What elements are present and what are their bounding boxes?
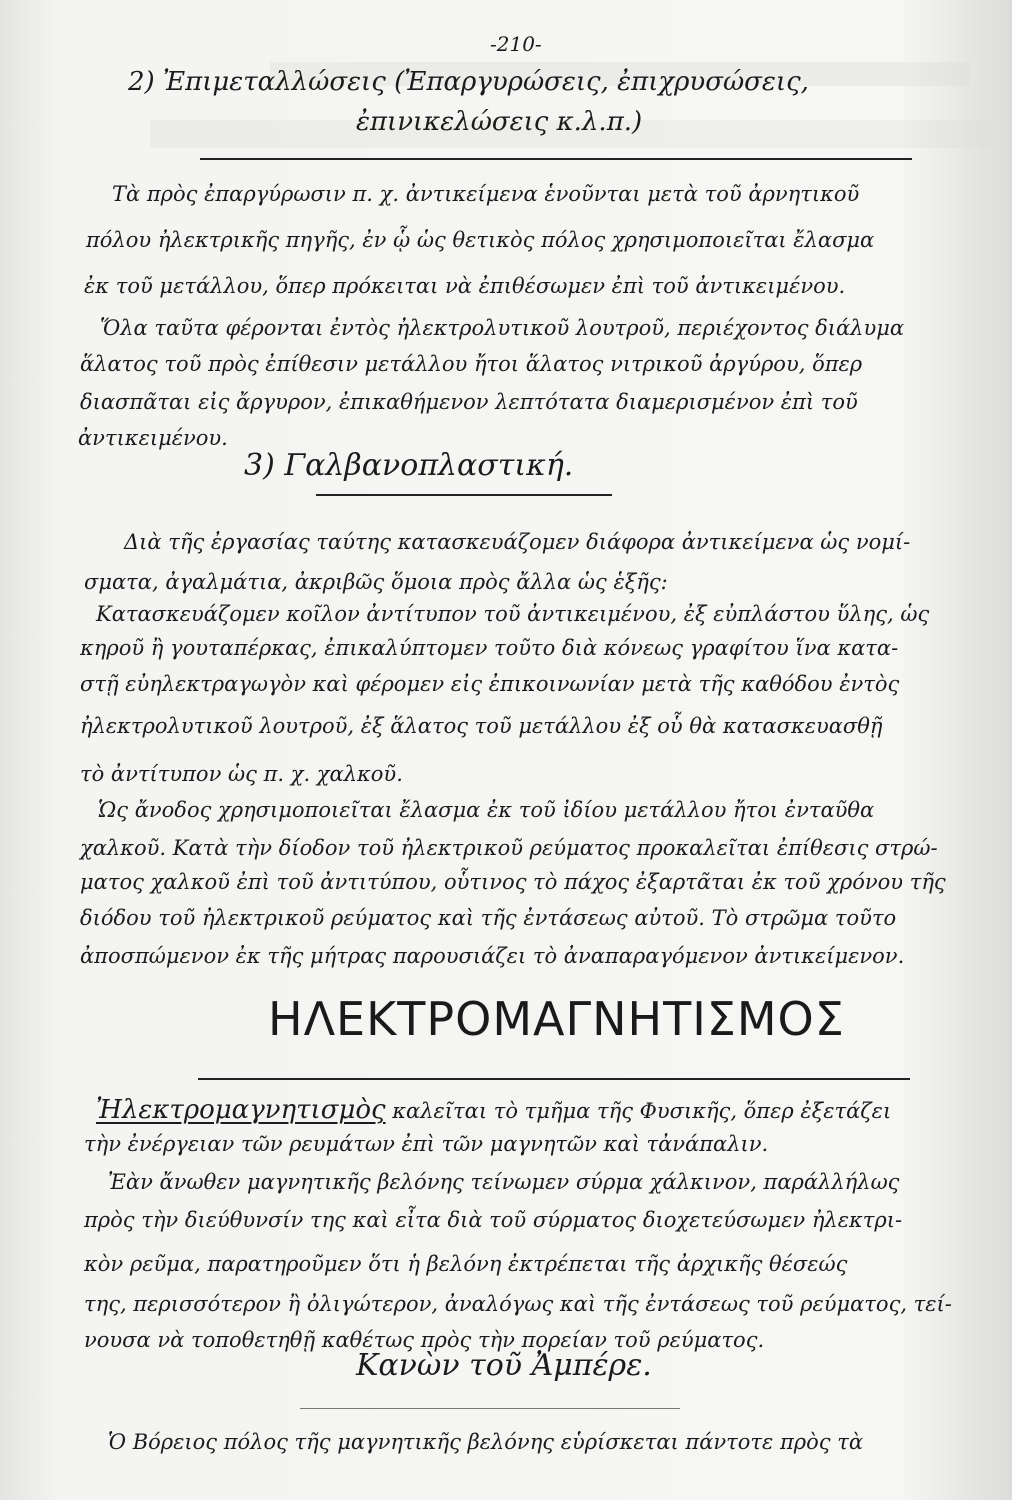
para4-line1: Κατασκευάζομεν κοῖλον ἀντίτυπον τοῦ ἀντικειμένου, ἐξ εὐπλάστου ὕλης, ὡς <box>96 602 930 626</box>
para6-line1-rest: καλεῖται τὸ τμῆμα τῆς Φυσικῆς, ὅπερ ἐξετάζει <box>385 1099 892 1123</box>
para4-line4: ἠλεκτρολυτικοῦ λουτροῦ, ἐξ ἅλατος τοῦ μετάλλου ἐξ οὗ θὰ κατασκευασθῇ <box>80 714 883 738</box>
faint-underline <box>300 1408 680 1409</box>
chapter-underline <box>198 1078 910 1080</box>
para4-line5: τὸ ἀντίτυπον ὡς π. χ. χαλκοῦ. <box>80 762 403 786</box>
page-number: -210- <box>490 32 542 56</box>
section2-title-line2: ἐπινικελώσεις κ.λ.π.) <box>356 107 643 137</box>
para6-line1 <box>96 1096 891 1125</box>
para1-line2: πόλου ἠλεκτρικῆς πηγῆς, ἐν ᾧ ὡς θετικὸς πόλος χρησιμοποιεῖται ἔλασμα <box>86 228 875 252</box>
para5-line4: διόδου τοῦ ἠλεκτρικοῦ ρεύματος καὶ τῆς ἐντάσεως αὐτοῦ. Τὸ στρῶμα τοῦτο <box>80 906 897 930</box>
chapter-title: ΗΛΕΚΤΡΟΜΑΓΝΗΤΙΣΜΟΣ <box>268 992 845 1046</box>
para6-line2: τὴν ἐνέργειαν τῶν ρευμάτων ἐπὶ τῶν μαγνητῶν καὶ τἀνάπαλιν. <box>84 1132 769 1156</box>
section2-title-line1: 2) Ἐπιμεταλλώσεις (Ἐπαργυρώσεις, ἐπιχρυσώσεις, <box>128 67 809 97</box>
para1-line3: ἐκ τοῦ μετάλλου, ὅπερ πρόκειται νὰ ἐπιθέσωμεν ἐπὶ τοῦ ἀντικειμένου. <box>84 274 846 298</box>
ampere-rule-title: Κανὼν τοῦ Ἀμπέρε. <box>356 1348 652 1383</box>
para3-line1: Διὰ τῆς ἐργασίας ταύτης κατασκευάζομεν διάφορα ἀντικείμενα ὡς νομί- <box>124 530 911 554</box>
para2-line4: ἀντικειμένου. <box>78 426 228 450</box>
para1-line1: Τὰ πρὸς ἐπαργύρωσιν π. χ. ἀντικείμενα ἑνοῦνται μετὰ τοῦ ἀρνητικοῦ <box>112 182 860 206</box>
para5-line5: ἀποσπώμενον ἐκ τῆς μήτρας παρουσιάζει τὸ ἀναπαραγόμενον ἀντικείμενον. <box>80 944 905 968</box>
para7-line3: κὸν ρεῦμα, παρατηροῦμεν ὅτι ἡ βελόνη ἐκτρέπεται τῆς ἀρχικῆς θέσεώς <box>84 1252 848 1276</box>
term-electromagnetism: Ἠλεκτρομαγνητισμὸς <box>96 1095 386 1125</box>
para3-line2: σματα, ἀγαλμάτια, ἀκριβῶς ὅμοια πρὸς ἄλλα ὡς ἑξῆς: <box>84 570 668 594</box>
para7-line1: Ἐὰν ἄνωθεν μαγνητικῆς βελόνης τείνωμεν σύρμα χάλκινον, παράλλήλως <box>108 1170 900 1194</box>
para2-line2: ἅλατος τοῦ πρὸς ἐπίθεσιν μετάλλου ἤτοι ἅλατος νιτρικοῦ ἀργύρου, ὅπερ <box>80 352 863 376</box>
section3-underline <box>316 494 612 496</box>
para5-line1: Ὡς ἄνοδος χρησιμοποιεῖται ἔλασμα ἐκ τοῦ ἰδίου μετάλλου ἤτοι ἐνταῦθα <box>98 798 875 822</box>
para4-line2: κηροῦ ἢ γουταπέρκας, ἐπικαλύπτομεν τοῦτο διὰ κόνεως γραφίτου ἵνα κατα- <box>80 636 899 660</box>
section2-underline <box>200 158 912 160</box>
para5-line3: ματος χαλκοῦ ἐπὶ τοῦ ἀντιτύπου, οὗτινος τὸ πάχος ἐξαρτᾶται ἐκ τοῦ χρόνου τῆς <box>80 870 946 894</box>
para5-line2: χαλκοῦ. Κατὰ τὴν δίοδον τοῦ ἠλεκτρικοῦ ρεύματος προκαλεῖται ἐπίθεσις στρώ- <box>80 836 938 860</box>
para8-line1: Ὁ Βόρειος πόλος τῆς μαγνητικῆς βελόνης εὑρίσκεται πάντοτε πρὸς τὰ <box>108 1430 864 1454</box>
para2-line3: διασπᾶται εἰς ἄργυρον, ἐπικαθήμενον λεπτότατα διαμερισμένον ἐπὶ τοῦ <box>80 390 858 414</box>
para4-line3: στῇ εὐηλεκτραγωγὸν καὶ φέρομεν εἰς ἐπικοινωνίαν μετὰ τῆς καθόδου ἐντὸς <box>80 672 900 696</box>
section3-title: 3) Γαλβανοπλαστική. <box>244 448 574 483</box>
para2-line1: Ὅλα ταῦτα φέρονται ἐντὸς ἠλεκτρολυτικοῦ λουτροῦ, περιέχοντος διάλυμα <box>100 316 905 340</box>
para7-line2: πρὸς τὴν διεύθυνσίν της καὶ εἶτα διὰ τοῦ σύρματος διοχετεύσωμεν ἠλεκτρι- <box>84 1208 903 1232</box>
para7-line5: νουσα νὰ τοποθετηθῇ καθέτως πρὸς τὴν πορείαν τοῦ ρεύματος. <box>84 1328 765 1352</box>
para7-line4: της, περισσότερον ἢ ὀλιγώτερον, ἀναλόγως καὶ τῆς ἐντάσεως τοῦ ρεύματος, τεί- <box>84 1292 952 1316</box>
